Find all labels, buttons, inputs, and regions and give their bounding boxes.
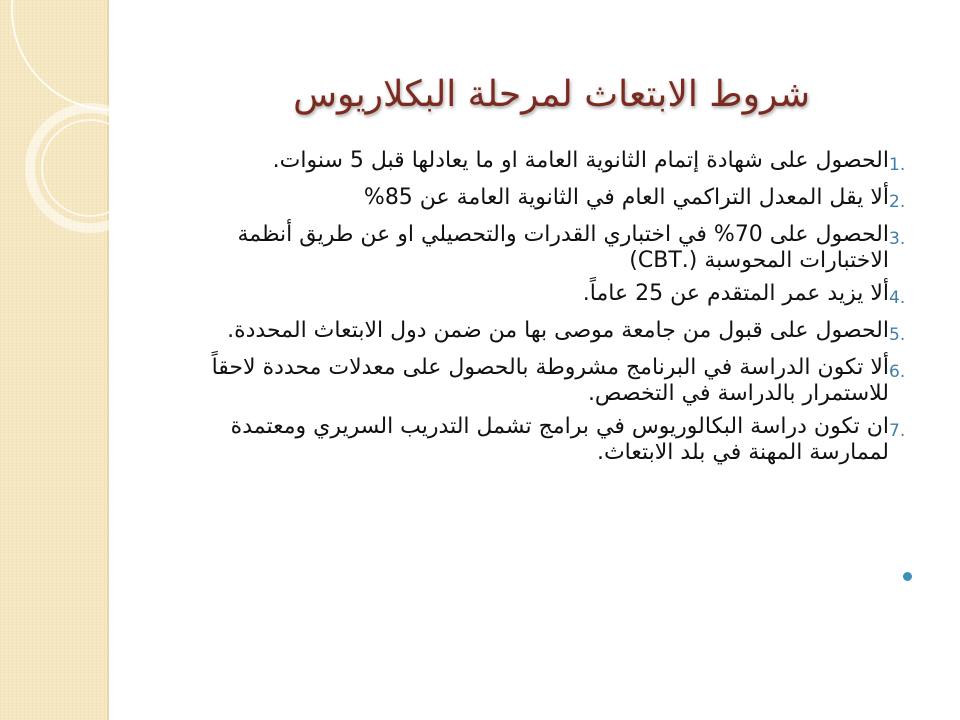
item-number: 2. <box>889 192 906 212</box>
list-item <box>160 281 925 311</box>
item-text: ألا يزيد عمر المتقدم عن 25 عاماً. <box>582 281 889 306</box>
decorative-circles <box>0 0 160 260</box>
item-text: الحصول على شهادة إتمام الثانوية العامة او ما يعادلها قبل 5 سنوات. <box>272 148 889 173</box>
item-text: الحصول على 70% في اختباري القدرات والتحصيلي او عن طريق أنظمة الاختبارات المحوسبة (.CBT) <box>237 222 889 273</box>
list-item <box>160 318 925 348</box>
item-text: ألا يقل المعدل التراكمي العام في الثانوية العامة عن 85% <box>363 185 889 210</box>
item-text: الحصول على قبول من جامعة موصى بها من ضمن دول الابتعاث المحددة. <box>227 318 889 343</box>
list-item <box>160 222 925 274</box>
item-number: 3. <box>889 229 906 249</box>
list-item <box>160 414 925 466</box>
item-number: 6. <box>889 362 906 382</box>
item-number: 1. <box>889 155 906 175</box>
item-number: 4. <box>889 288 906 308</box>
item-number: 7. <box>889 421 906 441</box>
item-number: 5. <box>889 325 906 345</box>
item-text: ألا تكون الدراسة في البرنامج مشروطة بالحصول على معدلات محددة لاحقاً للاستمرار بالدراسة في التخصص. <box>211 355 889 406</box>
list-item <box>160 185 925 215</box>
item-text: ان تكون دراسة البكالوريوس في برامج تشمل التدريب السريري ومعتمدة لممارسة المهنة في بلد الابتعاث. <box>230 414 889 465</box>
list-item <box>160 148 925 178</box>
list-item <box>160 355 925 407</box>
slide-title: شروط الابتعاث لمرحلة البكلاريوس <box>293 74 810 115</box>
requirements-list <box>160 148 925 473</box>
empty-bullet-icon <box>903 572 912 581</box>
